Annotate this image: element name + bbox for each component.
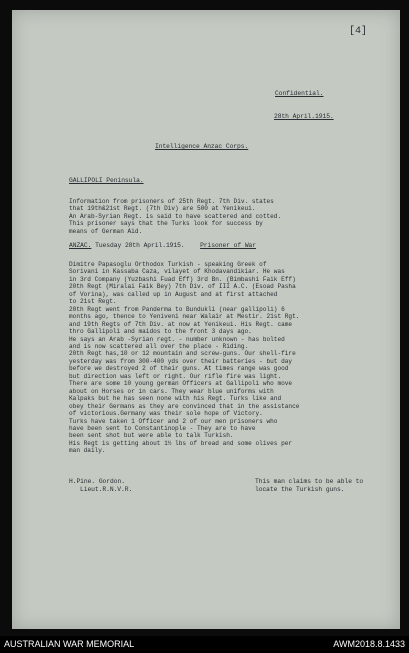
text-line: of victorious.Germany was their sole hope of Victory. [69, 410, 263, 418]
document-page [12, 10, 400, 629]
footer-bar [0, 636, 409, 653]
text-line: and 19th Regts of 7th Div. at now at Yenikeui. His Regt. came [69, 320, 293, 328]
anzac-prefix: ANZAC. [69, 242, 92, 249]
text-line: Information from prisoners of 25th Regt. 7th Div. states [69, 198, 274, 205]
text-line: been sent shot but were able to talk Turkish. [69, 432, 234, 440]
text-line: obey their Germans as they are convinced that in the assistance [69, 402, 300, 410]
text-line: This prisoner says that the Turks look for success by [69, 220, 263, 228]
text-line: have been sent to Constantinople - They are to have [69, 424, 256, 432]
confidential-label: Confidential. [275, 90, 324, 97]
anzac-line [69, 242, 256, 250]
text-line: thro Gallipoli and maidos to the front 3 days ago. [69, 328, 252, 336]
intel-paragraph [69, 198, 281, 235]
text-line: Sorivani in Kassaba Caza, vilayet of Khodavandikiar. He was [69, 268, 285, 276]
text-line: He says an Arab -Syrian regt. - number unknown - has bolted [69, 335, 285, 343]
signature-rank: Lieut.R.N.V.R. [80, 486, 133, 493]
text-line: yesterday was from 300-400 yds over their batteries - but day [69, 357, 293, 365]
text-line: His Regt is getting about 1½ lbs of bread and some olives per [69, 439, 293, 447]
prisoner-report [69, 261, 299, 455]
footer-accession-number: AWM2018.8.1433 [333, 639, 405, 649]
text-line: of Vorina), was called up in August and at first attached [69, 290, 278, 298]
prisoner-heading: Prisoner of War [200, 242, 257, 249]
document-subheading: GALLIPOLI Peninsula. [69, 177, 144, 184]
text-line: but direction was left or right. Our rifle fire was light. [69, 372, 282, 380]
text-line: An Arab-Syrian Regt. is said to have scattered and cotted. [69, 212, 282, 220]
note-line: This man claims to be able to [255, 478, 364, 485]
text-line: months ago, thence to Yeniveni near Walair at Mestir. 21st Rgt. [69, 313, 300, 321]
text-line: 20th Regt has,10 or 12 mountain and screw-guns. Our shell-fire [69, 350, 296, 358]
text-line: before we destroyed 2 of their guns. At times range was good [69, 365, 289, 373]
text-line: in 3rd Company (Yuzbashi Fuad Eff) 3rd Bn. (Bimbashi Faik Eff) [69, 275, 296, 283]
footer-institution: AUSTRALIAN WAR MEMORIAL [4, 639, 135, 649]
text-line: means of German Aid. [69, 227, 143, 235]
anzac-date: Tuesday 28th April.1915. [95, 242, 185, 249]
signature-name: H.Pine. Gordon. [69, 478, 125, 485]
document-date: 28th April.1915. [274, 113, 334, 120]
text-line: about on Horses or in cars. They wear blue uniforms with [69, 387, 274, 395]
text-line: man daily. [69, 447, 106, 455]
text-line: 20th Regt went from Panderma to Bundukli (near gallipoli) 6 [69, 305, 285, 313]
text-line: and is now scattered all over the place - Riding. [69, 342, 249, 350]
document-heading: Intelligence Anzac Corps. [155, 143, 249, 150]
text-line: There are some 10 young german Officers at Gallipoli who move [69, 380, 293, 388]
text-line: to 21st Regt. [69, 298, 117, 306]
text-line: Dimitre Papasoglu Orthodox Turkish - speaking Greek of [69, 261, 267, 268]
text-line: Turks have taken 1 Officer and 2 of our men prisoners who [69, 417, 278, 425]
text-line: 20th Regt (Miralai Faik Bey) 7th Div. of III A.C. (Esoad Pasha [69, 283, 296, 291]
text-line: that 19th&21st Regt. (7th Div) are 500 at Yenikeui. [69, 205, 256, 213]
page-reference: [4] [349, 26, 368, 37]
text-line: Kalpaks but he has seen none with his Regt. Turks like and [69, 395, 282, 403]
note-line: locate the Turkish guns. [255, 486, 345, 493]
